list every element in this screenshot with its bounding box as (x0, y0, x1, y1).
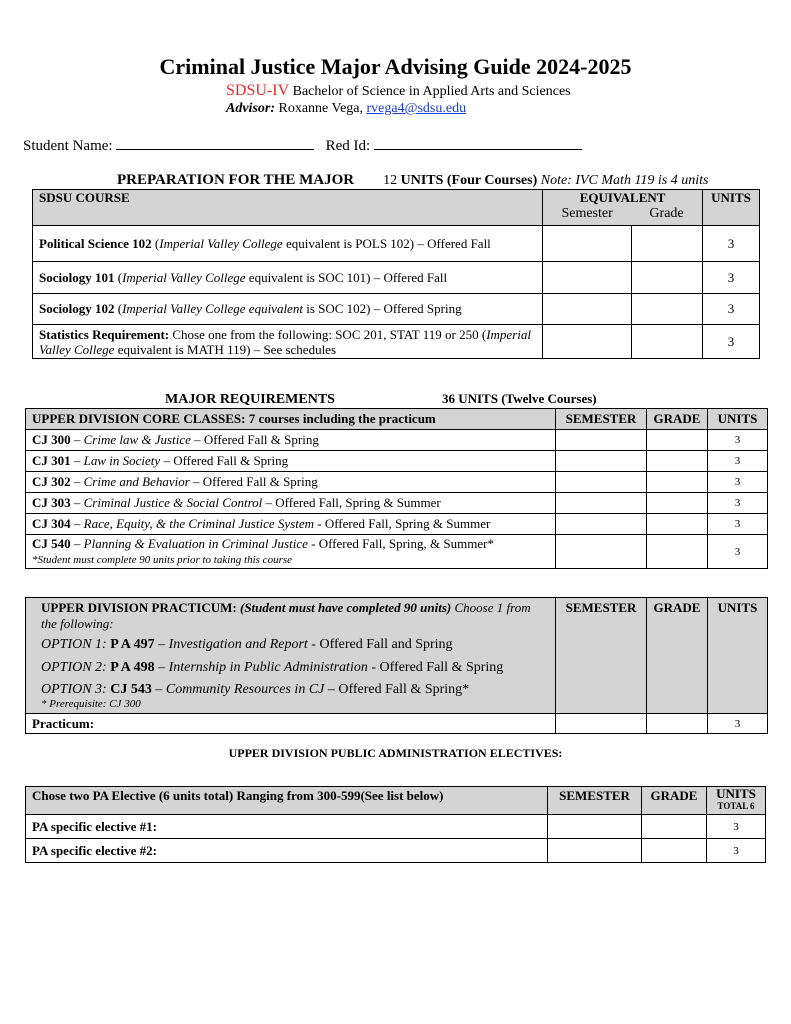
course-title: Race, Equity, & the Criminal Justice System (83, 516, 314, 531)
subtitle-degree (226, 82, 571, 100)
semester-cell[interactable] (556, 535, 647, 569)
prep-units-num: 12 (383, 173, 398, 188)
table-row (26, 514, 768, 535)
table-row (26, 430, 768, 451)
option-item: OPTION 2: P A 498 – Internship in Public Administration - Offered Fall & Spring (41, 660, 504, 675)
course-code: CJ 303 (32, 495, 71, 510)
col-units-label: UNITS (716, 786, 756, 801)
course-desc: equivalent is MATH 119) – See schedules (114, 341, 337, 357)
student-name-label: Student Name: (23, 138, 113, 154)
practicum-table (25, 597, 768, 734)
grade-cell[interactable] (647, 714, 708, 734)
option-title: Internship in Public Administration (168, 660, 368, 675)
option-code: CJ 543 (110, 682, 152, 697)
col-core: UPPER DIVISION CORE CLASSES: 7 courses including the practicum (26, 409, 556, 430)
course-title: Planning & Evaluation in Criminal Justice (83, 535, 308, 551)
table-row (26, 451, 768, 472)
course-title: Crime law & Justice (83, 432, 191, 447)
practicum-label: UPPER DIVISION PRACTICUM: (41, 600, 237, 615)
units-cell: 3 (707, 839, 766, 863)
practicum-requirement: (Student must have completed 90 units) (239, 600, 452, 615)
grade-cell[interactable] (647, 430, 708, 451)
col-units-total: TOTAL 6 (717, 801, 755, 811)
col-units: UNITS (707, 598, 767, 714)
semester-cell[interactable] (543, 226, 632, 262)
course-code: Sociology 101 (39, 269, 115, 285)
major-units: 36 UNITS (Twelve Courses) (441, 391, 597, 406)
course-title: Criminal Justice & Social Control (83, 495, 263, 510)
course-offered: – Offered Fall & Spring (189, 474, 318, 489)
option-code: P A 498 (110, 660, 155, 675)
prep-heading: PREPARATION FOR THE MAJOR (117, 172, 355, 188)
practicum-prereq: * Prerequisite: CJ 300 (41, 698, 141, 710)
semester-cell[interactable] (556, 472, 647, 493)
course-cell: CJ 301 – Law in Society – Offered Fall & Spring (26, 451, 556, 472)
grade-cell[interactable] (632, 262, 703, 294)
course-title: Crime and Behavior (83, 474, 190, 489)
units-cell: 3 (702, 325, 759, 359)
course-code: Statistics Requirement: (39, 326, 170, 342)
table-row (33, 294, 760, 325)
major-heading: MAJOR REQUIREMENTS (165, 392, 335, 407)
course-cell: CJ 540 – Planning & Evaluation in Criminal Justice - Offered Fall, Spring, & Summer* *Student must complete 90 units prior to taking this course (26, 535, 556, 569)
course-cell (33, 325, 543, 359)
units-cell: 3 (708, 514, 768, 535)
course-desc: Chose one from the following: SOC 201, STAT 119 or 250 ( (169, 326, 487, 342)
col-units: UNITS (702, 190, 759, 226)
advisor-name: Roxanne Vega, (278, 101, 363, 116)
course-desc: equivalent is POLS 102) – Offered Fall (282, 235, 491, 251)
semester-cell[interactable] (543, 325, 632, 359)
units-cell: 3 (708, 493, 768, 514)
table-row (33, 262, 760, 294)
semester-cell[interactable] (548, 815, 642, 839)
student-info-line (23, 135, 582, 155)
option-title: Investigation and Report (168, 637, 308, 652)
units-cell: 3 (702, 226, 759, 262)
course-cell: CJ 300 – Crime law & Justice – Offered Fall & Spring (26, 430, 556, 451)
option-label: OPTION 1: (41, 637, 107, 652)
campus-name: SDSU-IV (226, 82, 290, 99)
course-cell: CJ 303 – Criminal Justice & Social Control – Offered Fall, Spring & Summer (26, 493, 556, 514)
option-offered: – Offered Fall & Spring* (324, 682, 470, 697)
practicum-options-cell (26, 598, 556, 714)
col-grade: Grade (649, 206, 684, 221)
course-offered: – Offered Fall & Spring (190, 432, 319, 447)
col-equivalent-label: EQUIVALENT (579, 190, 666, 205)
course-desc: is SOC 102) – Offered Spring (302, 301, 462, 316)
course-offered: - Offered Fall, Spring, & Summer* (307, 535, 494, 551)
degree-name: Bachelor of Science in Applied Arts and Sciences (292, 84, 571, 99)
grade-cell[interactable] (647, 472, 708, 493)
col-grade: GRADE (642, 787, 707, 815)
prep-heading-line (117, 172, 708, 189)
units-cell: 3 (708, 451, 768, 472)
major-table (25, 408, 768, 569)
table-row (26, 714, 768, 734)
table-row (26, 493, 768, 514)
course-cell: CJ 302 – Crime and Behavior – Offered Fall & Spring (26, 472, 556, 493)
option-offered: - Offered Fall and Spring (307, 637, 453, 652)
col-grade: GRADE (647, 598, 708, 714)
grade-cell[interactable] (647, 493, 708, 514)
grade-cell[interactable] (632, 325, 703, 359)
elective-label: PA specific elective #2: (26, 839, 548, 863)
electives-heading: UPPER DIVISION PUBLIC ADMINISTRATION ELECTIVES: (228, 746, 563, 760)
option-offered: - Offered Fall & Spring (367, 660, 504, 675)
table-row (33, 325, 760, 359)
grade-cell[interactable] (642, 815, 707, 839)
units-cell: 3 (707, 815, 766, 839)
units-cell: 3 (708, 472, 768, 493)
course-college: Imperial Valley College (39, 326, 531, 357)
col-semester: SEMESTER (548, 787, 642, 815)
units-cell: 3 (708, 430, 768, 451)
course-cell: Political Science 102 (Imperial Valley College equivalent is POLS 102) – Offered Fall (33, 226, 543, 262)
course-cell: CJ 304 – Race, Equity, & the Criminal Justice System - Offered Fall, Spring & Summer (26, 514, 556, 535)
semester-cell[interactable] (543, 294, 632, 325)
col-grade: GRADE (647, 409, 708, 430)
table-row (26, 535, 768, 569)
option-label: OPTION 3: (41, 682, 107, 697)
course-cell: Sociology 101 (Imperial Valley College equivalent is SOC 101) – Offered Fall (33, 262, 543, 294)
practicum-choose: Choose 1 from the following: (41, 600, 531, 631)
option-title: Community Resources in CJ (165, 682, 325, 697)
units-cell: 3 (707, 714, 767, 734)
units-cell: 3 (702, 262, 759, 294)
option-item: OPTION 3: CJ 543 – Community Resources in CJ – Offered Fall & Spring* (41, 682, 470, 697)
units-cell: 3 (708, 535, 768, 569)
advisor-line (226, 101, 466, 117)
major-heading-line (165, 391, 597, 408)
course-code: CJ 301 (32, 453, 71, 468)
electives-table (25, 786, 766, 863)
course-code: CJ 304 (32, 516, 71, 531)
semester-cell[interactable] (556, 493, 647, 514)
course-offered: – Offered Fall & Spring (160, 453, 289, 468)
grade-cell[interactable] (632, 226, 703, 262)
col-elective: Chose two PA Elective (6 units total) Ranging from 300-599(See list below) (26, 787, 548, 815)
grade-cell[interactable] (647, 451, 708, 472)
semester-cell[interactable] (556, 714, 647, 734)
semester-cell[interactable] (543, 262, 632, 294)
redid-label: Red Id: (325, 138, 371, 154)
student-name-field[interactable] (116, 135, 314, 150)
redid-field[interactable] (374, 135, 582, 150)
course-offered: - Offered Fall, Spring & Summer (313, 516, 491, 531)
practicum-row-label: Practicum: (26, 714, 556, 734)
col-semester: SEMESTER (556, 409, 647, 430)
course-code: CJ 300 (32, 432, 71, 447)
table-row (26, 472, 768, 493)
col-semester: Semester (561, 206, 613, 221)
semester-cell[interactable] (556, 514, 647, 535)
option-label: OPTION 2: (41, 660, 107, 675)
table-row (26, 815, 766, 839)
course-note: *Student must complete 90 units prior to taking this course (32, 553, 293, 566)
course-desc: equivalent is SOC 101) – Offered Fall (245, 269, 448, 285)
col-equivalent (543, 190, 703, 226)
option-code: P A 497 (110, 637, 155, 652)
table-row (33, 226, 760, 262)
semester-cell[interactable] (556, 451, 647, 472)
semester-cell[interactable] (548, 839, 642, 863)
course-college: Imperial Valley College (159, 235, 283, 251)
course-title: Law in Society (83, 453, 161, 468)
col-units: UNITS (708, 409, 768, 430)
semester-cell[interactable] (556, 430, 647, 451)
col-sdsu-course: SDSU COURSE (33, 190, 543, 226)
advisor-label: Advisor: (226, 101, 275, 116)
col-units (707, 787, 766, 815)
option-item: OPTION 1: P A 497 – Investigation and Report - Offered Fall and Spring (41, 637, 453, 652)
course-code: Sociology 102 (39, 301, 115, 316)
course-code: CJ 302 (32, 474, 71, 489)
grade-cell[interactable] (647, 514, 708, 535)
course-code: CJ 540 (32, 535, 71, 551)
table-row (26, 839, 766, 863)
elective-label: PA specific elective #1: (26, 815, 548, 839)
course-cell: Sociology 102 (Imperial Valley College equivalent is SOC 102) – Offered Spring (33, 294, 543, 325)
grade-cell[interactable] (642, 839, 707, 863)
course-offered: – Offered Fall, Spring & Summer (262, 495, 441, 510)
grade-cell[interactable] (647, 535, 708, 569)
page-title: Criminal Justice Major Advising Guide 2024-2025 (159, 54, 632, 79)
prep-table (32, 189, 760, 359)
course-college: Imperial Valley College equivalent (122, 301, 303, 316)
units-cell: 3 (702, 294, 759, 325)
course-college: Imperial Valley College (122, 269, 246, 285)
prep-note: Note: IVC Math 119 is 4 units (540, 173, 709, 188)
grade-cell[interactable] (632, 294, 703, 325)
course-code: Political Science 102 (39, 235, 152, 251)
advisor-email-link[interactable]: rvega4@sdsu.edu (366, 101, 467, 116)
prep-units-text: UNITS (Four Courses) (400, 173, 538, 188)
col-semester: SEMESTER (556, 598, 647, 714)
